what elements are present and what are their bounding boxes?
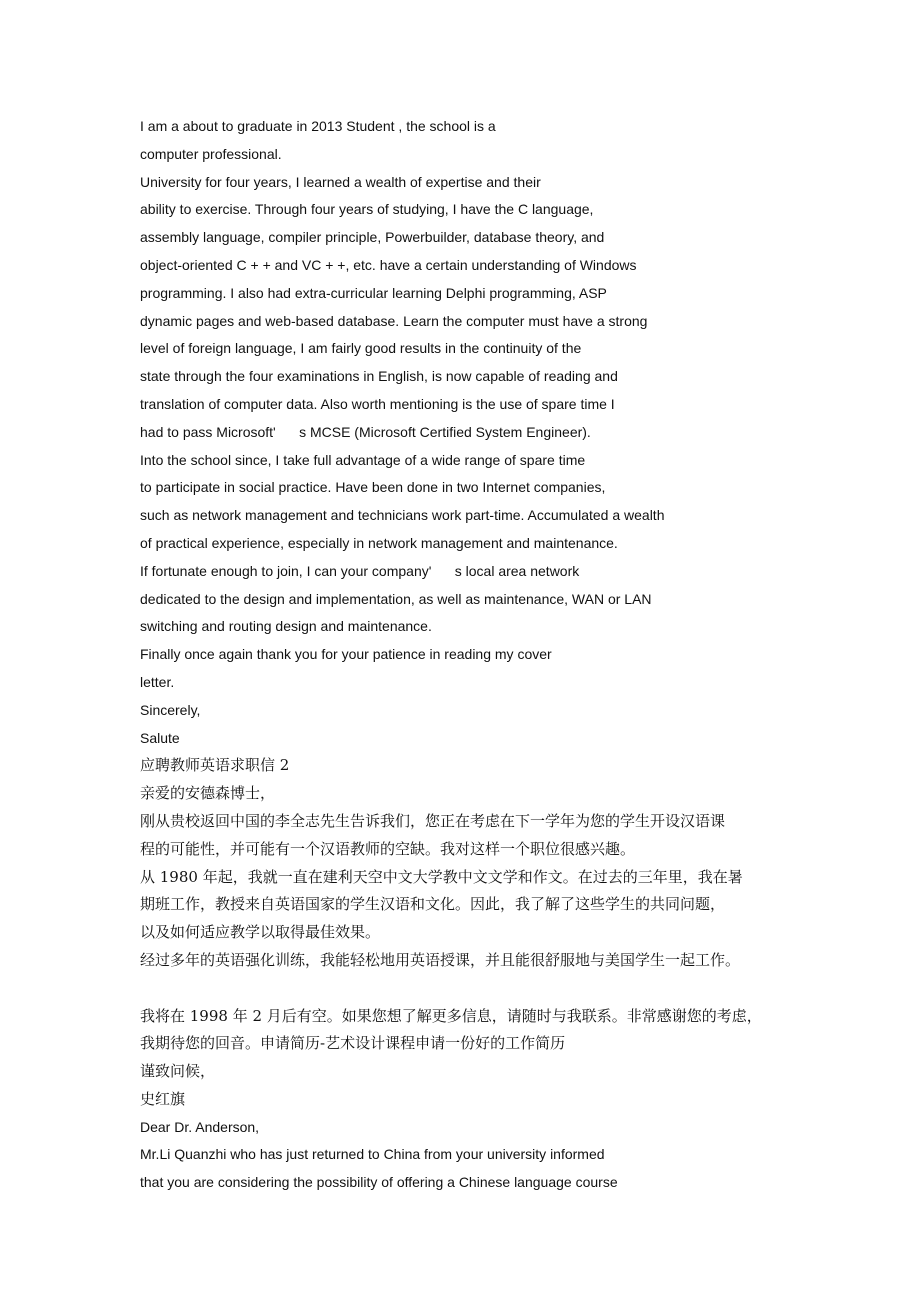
text-line: 我将在 1998 年 2 月后有空。如果您想了解更多信息，请随时与我联系。非常感谢您的考虑， <box>140 1006 762 1025</box>
text-line: 从 1980 年起，我就一直在建利天空中文大学教中文文学和作文。在过去的三年里，我在暑 <box>140 867 743 886</box>
text-line: programming. I also had extra-curricular learning Delphi programming, ASP <box>140 284 607 301</box>
text-line: 我期待您的回音。申请简历-艺术设计课程申请一份好的工作简历 <box>140 1034 566 1053</box>
text-line: to participate in social practice. Have been done in two Internet companies, <box>140 479 606 496</box>
text-line: had to pass Microsoft' s MCSE (Microsoft Certified System Engineer). <box>140 423 591 440</box>
text-line: 经过多年的英语强化训练，我能轻松地用英语授课，并且能很舒服地与美国学生一起工作。 <box>140 950 741 969</box>
text-line: 刚从贵校返回中国的李全志先生告诉我们，您正在考虑在下一学年为您的学生开设汉语课 <box>140 811 726 830</box>
blank-line <box>140 975 840 1003</box>
text-line: level of foreign language, I am fairly good results in the continuity of the <box>140 340 582 357</box>
text-line: that you are considering the possibility of offering a Chinese language course <box>140 1174 618 1191</box>
closing-line: 谨致问候， <box>140 1062 216 1081</box>
text-line: dedicated to the design and implementation, as well as maintenance, WAN or LAN <box>140 590 652 607</box>
closing-line: Salute <box>140 729 180 746</box>
text-line: Into the school since, I take full advantage of a wide range of spare time <box>140 451 586 468</box>
text-line: ability to exercise. Through four years of studying, I have the C language, <box>140 201 594 218</box>
salutation-line: 亲爱的安德森博士， <box>140 784 276 803</box>
text-line: Finally once again thank you for your patience in reading my cover <box>140 646 552 663</box>
text-line: 以及如何适应教学以取得最佳效果。 <box>140 923 381 942</box>
text-line: Mr.Li Quanzhi who has just returned to China from your university informed <box>140 1146 605 1163</box>
text-line: of practical experience, especially in network management and maintenance. <box>140 534 618 551</box>
salutation-line: Dear Dr. Anderson, <box>140 1118 260 1135</box>
text-line: University for four years, I learned a wealth of expertise and their <box>140 173 541 190</box>
closing-line: Sincerely, <box>140 701 201 718</box>
text-line: translation of computer data. Also worth mentioning is the use of spare time I <box>140 395 615 412</box>
text-line: state through the four examinations in English, is now capable of reading and <box>140 368 618 385</box>
text-line: I am a about to graduate in 2013 Student , the school is a <box>140 118 496 134</box>
text-line: computer professional. <box>140 145 282 162</box>
signature-line: 史红旗 <box>140 1089 186 1108</box>
text-line: 程的可能性，并可能有一个汉语教师的空缺。我对这样一个职位很感兴趣。 <box>140 839 636 858</box>
text-line: letter. <box>140 673 175 690</box>
text-line: switching and routing design and maintenance. <box>140 618 432 635</box>
text-line: assembly language, compiler principle, Powerbuilder, database theory, and <box>140 229 605 246</box>
section-title: 应聘教师英语求职信 2 <box>140 756 290 775</box>
text-line: object-oriented C + + and VC + +, etc. have a certain understanding of Windows <box>140 256 637 273</box>
text-line: dynamic pages and web-based database. Learn the computer must have a strong <box>140 312 648 329</box>
text-line: 期班工作，教授来自英语国家的学生汉语和文化。因此，我了解了这些学生的共同问题， <box>140 895 726 914</box>
document-body <box>140 113 840 1197</box>
text-line: such as network management and technicians work part-time. Accumulated a wealth <box>140 507 665 524</box>
text-line: If fortunate enough to join, I can your company' s local area network <box>140 562 580 579</box>
